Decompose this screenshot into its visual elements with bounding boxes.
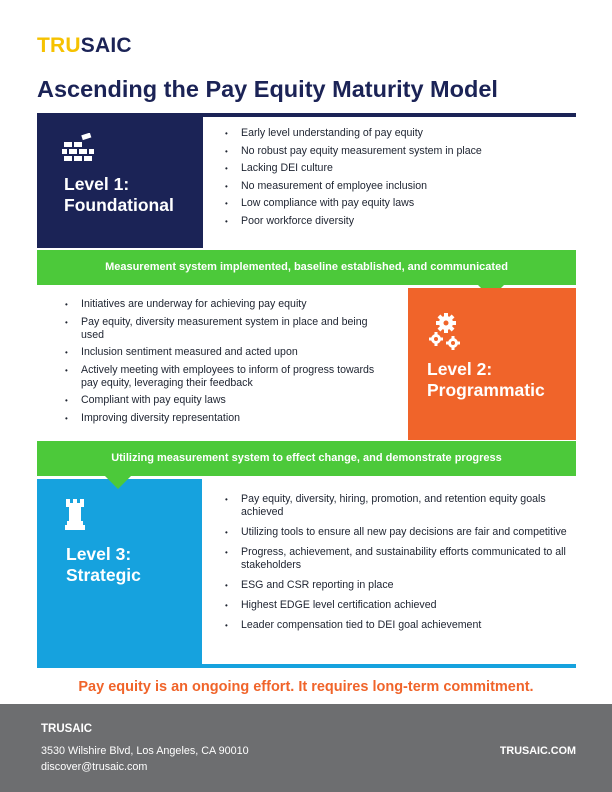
level-3-divider (37, 664, 576, 668)
level-1-title-line2: Foundational (64, 195, 174, 215)
tagline: Pay equity is an ongoing effort. It requires long-term commitment. (78, 679, 534, 695)
transition-arrow-2 (105, 476, 131, 489)
level-2-bullets (62, 298, 392, 430)
level-2-panel (408, 288, 576, 440)
list-item: • ESG and CSR reporting in place (222, 579, 572, 592)
gears-icon (429, 312, 463, 350)
title-prefix: Ascending the (37, 76, 206, 102)
list-item: • Pay equity, diversity measurement system in place and being used (62, 316, 392, 342)
list-item: • Initiatives are underway for achieving pay equity (62, 298, 392, 311)
list-item: • Leader compensation tied to DEI goal achievement (222, 619, 572, 632)
list-item: • No measurement of employee inclusion (222, 180, 572, 193)
level-1-title (64, 174, 174, 216)
footer (0, 704, 612, 792)
transition-band-2: Utilizing measurement system to effect change, and demonstrate progress (37, 441, 576, 476)
footer-website-link[interactable]: TRUSAIC.COM (499, 745, 576, 757)
footer-email-link[interactable]: discover@trusaic.com (41, 761, 148, 773)
footer-address: 3530 Wilshire Blvd, Los Angeles, CA 90010 (41, 745, 249, 757)
level-3-title-line2: Strategic (66, 565, 141, 585)
level-3-title (66, 544, 141, 586)
level-2-title (427, 359, 545, 401)
transition-band-1: Measurement system implemented, baseline established, and communicated (37, 250, 576, 285)
brick-wall-icon (62, 133, 96, 161)
level-3-title-line1: Level 3: (66, 544, 132, 564)
footer-company: TRUSAIC (41, 723, 93, 735)
level-2-title-line1: Level 2: (427, 359, 493, 379)
list-item: • Pay equity, diversity, hiring, promotion, and retention equity goals achieved (222, 493, 572, 519)
title-suffix: Maturity Model (325, 76, 498, 102)
list-item: • Early level understanding of pay equity (222, 127, 572, 140)
list-item: • No robust pay equity measurement system in place (222, 145, 572, 158)
level-2-title-line2: Programmatic (427, 380, 545, 400)
list-item: • Actively meeting with employees to inform of progress towards pay equity, leveraging their feedback (62, 364, 392, 390)
list-item: • Inclusion sentiment measured and acted upon (62, 346, 392, 359)
list-item: • Highest EDGE level certification achieved (222, 599, 572, 612)
trusaic-logo (37, 34, 132, 58)
list-item: • Low compliance with pay equity laws (222, 197, 572, 210)
logo-tru: TRU (37, 34, 81, 57)
logo-saic: SAIC (80, 34, 132, 57)
list-item: • Compliant with pay equity laws (62, 394, 392, 407)
level-3-panel (37, 479, 202, 664)
page-title (37, 76, 498, 103)
list-item: • Lacking DEI culture (222, 162, 572, 175)
title-bold: Pay Equity (205, 76, 326, 102)
list-item: • Improving diversity representation (62, 412, 392, 425)
list-item: • Poor workforce diversity (222, 215, 572, 228)
level-1-panel (37, 117, 203, 248)
chess-rook-icon (64, 499, 86, 531)
list-item: • Progress, achievement, and sustainability efforts communicated to all stakeholders (222, 546, 572, 572)
level-1-bullets (222, 127, 572, 233)
level-3-bullets (222, 493, 572, 639)
level-1-title-line1: Level 1: (64, 174, 130, 194)
list-item: • Utilizing tools to ensure all new pay decisions are fair and competitive (222, 526, 572, 539)
